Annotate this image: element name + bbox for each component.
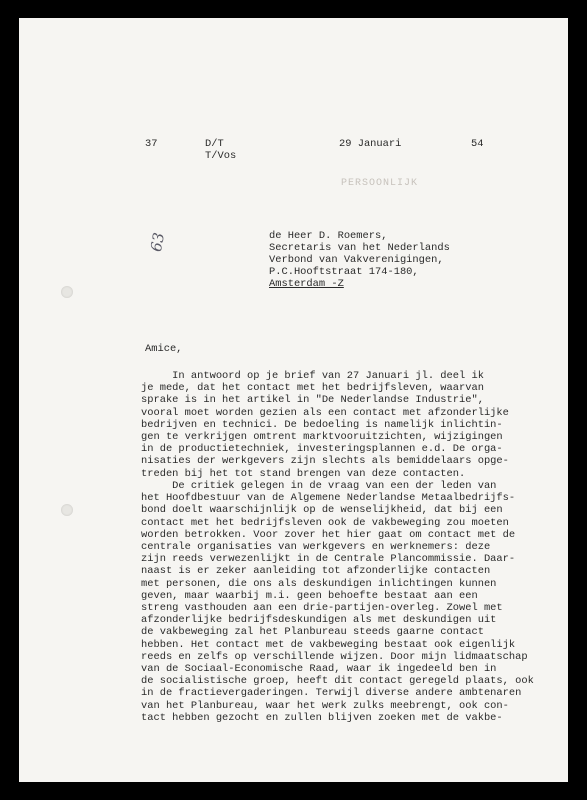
reference-line-1: D/T bbox=[205, 138, 224, 150]
paragraph-2-line: streng vasthouden aan een drie-partijen-overleg. Zowel met bbox=[141, 602, 503, 615]
document-number: 37 bbox=[145, 138, 158, 150]
paragraph-2-line: van het Planbureau, waar het werk zulks meebrengt, ook con- bbox=[141, 699, 509, 712]
paragraph-2-line: zijn reeds verwezenlijkt in de Centrale Plancommissie. Daar- bbox=[141, 553, 516, 566]
paragraph-1-line: vooral moet worden gezien als een contact met afzonderlijke bbox=[141, 406, 509, 419]
paragraph-1 bbox=[141, 370, 541, 480]
paragraph-2-line: het Hoofdbestuur van de Algemene Nederlandse Metaalbedrijfs- bbox=[141, 492, 516, 505]
punch-hole-top bbox=[61, 286, 73, 298]
punch-hole-bottom bbox=[61, 504, 73, 516]
paragraph-2-line: geven, maar waarbij m.i. geen behoefte bestaat aan een bbox=[141, 589, 478, 602]
paragraph-2-line: naast is er zeker aanleiding tot afzonderlijke contacten bbox=[141, 565, 491, 578]
paragraph-1-line: treden bij het tot stand brengen van deze contacten. bbox=[141, 467, 466, 480]
paragraph-2-line: centrale organisaties van werkgevers en werknemers: deze bbox=[141, 541, 491, 554]
paragraph-1-line: sprake is in het artikel in "De Nederlandse Industrie", bbox=[141, 394, 484, 407]
paragraph-2-line: tact hebben gezocht en zullen blijven zoeken met de vakbe- bbox=[141, 711, 503, 724]
address-line-2: Secretaris van het Nederlands bbox=[269, 242, 450, 254]
paragraph-2-line: contact met het bedrijfsleven ook de vakbeweging zou moeten bbox=[141, 516, 509, 529]
paragraph-2-line: reeds en zelfs op verschillende wijzen. Door mijn lidmaatschap bbox=[141, 650, 528, 663]
paragraph-2-line: afzonderlijke bedrijfsdeskundigen als met deskundigen uit bbox=[141, 614, 497, 627]
paragraph-1-line: In antwoord op je brief van 27 Januari jl. deel ik bbox=[141, 370, 484, 382]
personal-stamp: PERSOONLIJK bbox=[341, 178, 419, 189]
paragraph-1-line: je mede, dat het contact met het bedrijfsleven, waarvan bbox=[141, 382, 484, 395]
address-line-3: Verbond van Vakverenigingen, bbox=[269, 254, 444, 266]
paragraph-2-line: met personen, die ons als deskundigen inlichtingen kunnen bbox=[141, 577, 497, 590]
paragraph-2-line: in de fractievergaderingen. Terwijl diverse andere ambtenaren bbox=[141, 687, 522, 700]
salutation: Amice, bbox=[145, 343, 183, 355]
paragraph-2-line: bond doelt waarschijnlijk op de wenselijkheid, dat bij een bbox=[141, 504, 503, 517]
reference-line-2: T/Vos bbox=[205, 150, 237, 162]
paragraph-1-line: bedrijven en technici. De bedoeling is namelijk inlichtin- bbox=[141, 418, 503, 431]
address-line-5: Amsterdam -Z bbox=[269, 278, 344, 290]
letter-date: 29 Januari bbox=[339, 138, 402, 150]
paragraph-2-line: van de Sociaal-Economische Raad, waar ik ingedeeld ben in bbox=[141, 663, 497, 676]
paragraph-2-line: De critiek gelegen in de vraag van een der leden van bbox=[141, 480, 497, 492]
address-line-1: de Heer D. Roemers, bbox=[269, 230, 388, 242]
paragraph-2-line: worden betrokken. Voor zover het hier gaat om contact met de bbox=[141, 528, 516, 541]
paragraph-1-line: nisaties der werkgevers zijn slechts als bemiddelaars opge- bbox=[141, 455, 509, 468]
paragraph-2 bbox=[141, 480, 541, 724]
letter-page bbox=[19, 18, 568, 782]
paragraph-2-line: de vakbeweging zal het Planbureau steeds gaarne contact bbox=[141, 626, 484, 639]
address-line-4: P.C.Hooftstraat 174-180, bbox=[269, 266, 419, 278]
paragraph-1-line: in de productietechniek, investeringsplannen e.d. De orga- bbox=[141, 443, 503, 456]
paragraph-1-line: gen te verkrijgen omtrent marktvooruitzichten, wijzigingen bbox=[141, 431, 503, 444]
letter-year: 54 bbox=[471, 138, 484, 150]
paragraph-2-line: de socialistische groep, heeft dit contact geregeld plaats, ook bbox=[141, 675, 534, 688]
handwritten-margin-note: 63 bbox=[147, 231, 169, 254]
paragraph-2-line: hebben. Het contact met de vakbeweging bestaat ook eigenlijk bbox=[141, 638, 516, 651]
